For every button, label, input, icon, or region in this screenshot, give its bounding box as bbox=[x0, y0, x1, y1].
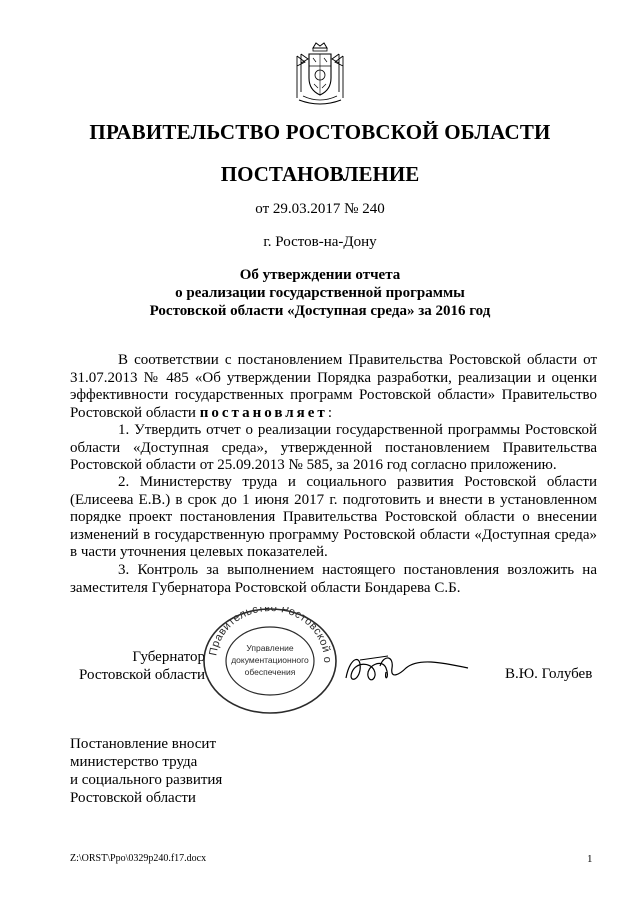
official-stamp bbox=[200, 607, 340, 715]
signatory-title-line-2: Ростовской области bbox=[79, 667, 205, 683]
decree-item-3-text: 3. Контроль за выполнением настоящего постановления возложить на заместителя Губернатора Ростовской области Бондарева С.Б. bbox=[70, 562, 597, 596]
document-city: г. Ростов-на-Дону bbox=[263, 234, 377, 250]
stamp-ring-text: Правительство Ростовской о bbox=[207, 607, 334, 664]
stamp-center-line-2: документационного bbox=[231, 655, 309, 665]
signatory-title-line-1: Губернатор bbox=[132, 649, 205, 665]
introduced-by-line-1: Постановление вносит bbox=[70, 736, 217, 752]
subject-line-3: Ростовской области «Доступная среда» за 2016 год bbox=[149, 303, 491, 319]
introduced-by-line-4: Ростовской области bbox=[70, 790, 196, 806]
stamp-center-line-1: Управление bbox=[246, 643, 294, 653]
document-subject bbox=[0, 266, 640, 320]
preamble-paragraph: В соответствии с постановлением Правительства Ростовской области от 31.07.2013 № 485 «Об утверждении Порядка разработки, реализации и оценки эффективности государственных программ Ростовской области» Правительство Ростовской области постановляет: bbox=[70, 352, 597, 421]
introduced-by-line-2: министерство труда bbox=[70, 754, 198, 770]
signatory-title bbox=[68, 648, 205, 684]
stamp-center-line-3: обеспечения bbox=[244, 667, 296, 677]
coat-of-arms-emblem bbox=[291, 42, 349, 110]
footer-file-path: Z:\ORST\Ppo\0329p240.f17.docx bbox=[70, 853, 207, 864]
government-heading: ПРАВИТЕЛЬСТВО РОСТОВСКОЙ ОБЛАСТИ bbox=[89, 120, 551, 144]
signatory-name: В.Ю. Голубев bbox=[505, 666, 593, 682]
decree-item-2-text: 2. Министерству труда и социального развития Ростовской области (Елисеева Е.В.) в срок до 1 июня 2017 г. подготовить и внести в установленном порядке проект постановления Правительства Ростовской области о внесении изменений в государственную программу Ростовской области «Доступная среда» в части уточнения целевых показателей. bbox=[70, 474, 597, 560]
decree-word: постановляет bbox=[199, 404, 328, 421]
decree-item-3 bbox=[70, 562, 597, 597]
decree-item-2 bbox=[70, 474, 597, 562]
introduced-by-block bbox=[70, 735, 222, 807]
subject-line-1: Об утверждении отчета bbox=[239, 267, 401, 283]
document-date-number: от 29.03.2017 № 240 bbox=[255, 201, 385, 217]
introduced-by-line-3: и социального развития bbox=[70, 772, 223, 788]
subject-line-2: о реализации государственной программы bbox=[175, 285, 465, 301]
decree-item-1 bbox=[70, 422, 597, 475]
preamble-text: В соответствии с постановлением Правительства Ростовской области от 31.07.2013 № 485 «Об утверждении Порядка разработки, реализации и оценки эффективности государственных программ Ростовской области» Правительство Ростовской области bbox=[70, 352, 597, 421]
decree-item-1-text: 1. Утвердить отчет о реализации государственной программы Ростовской области «Доступная среда», утвержденной постановлением Правительства Ростовской области от 25.09.2013 № 585, за 2016 год согласно приложению. bbox=[70, 422, 597, 473]
handwritten-signature bbox=[340, 648, 480, 690]
document-type-heading: ПОСТАНОВЛЕНИЕ bbox=[220, 162, 420, 186]
footer-page-number: 1 bbox=[587, 853, 593, 865]
